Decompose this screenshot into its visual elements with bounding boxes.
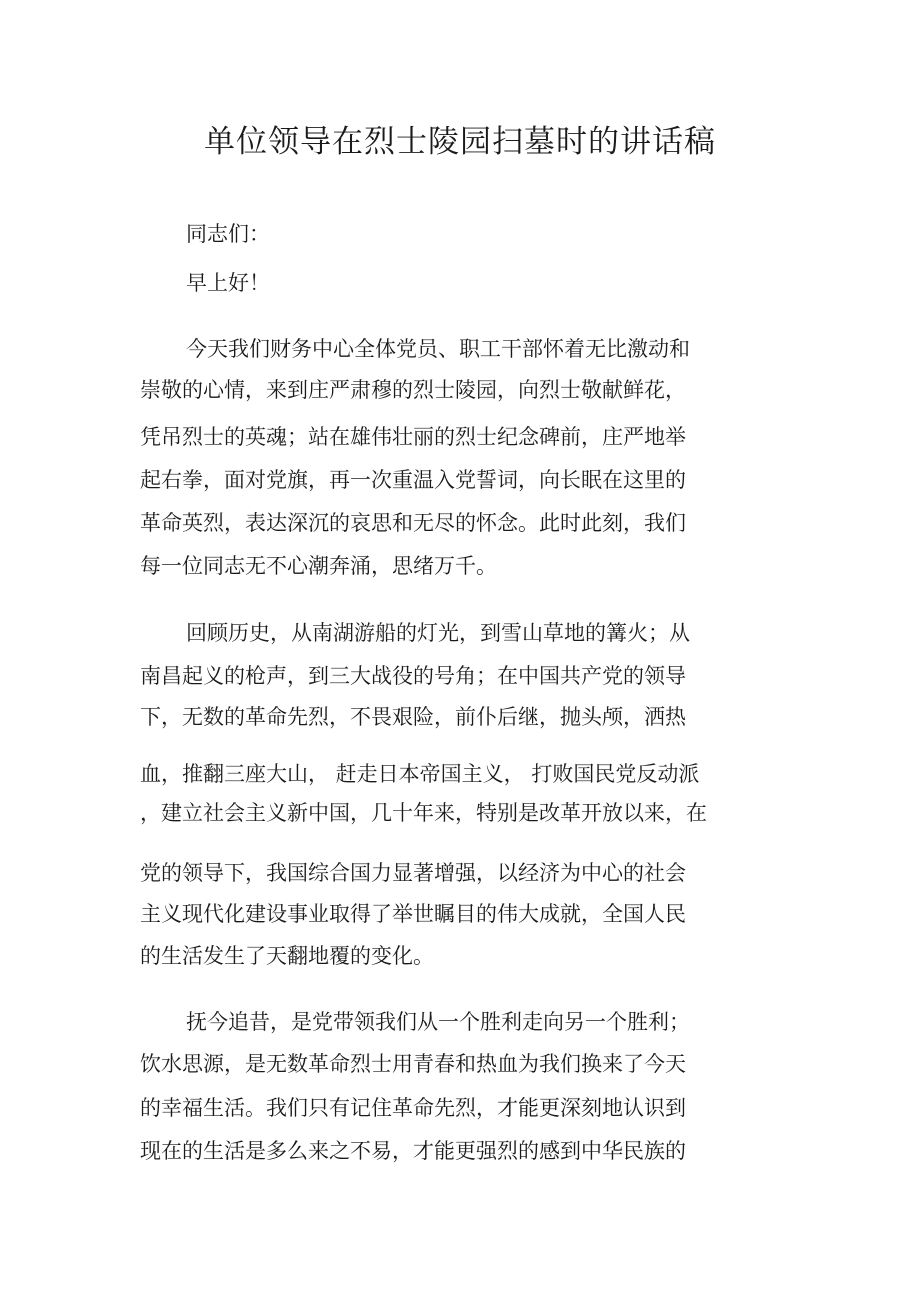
paragraph-line: 抚今追昔，是党带领我们从一个胜利走向另一个胜利；: [186, 1010, 690, 1034]
paragraph-line: 下，无数的革命先烈，不畏艰险，前仆后继，抛头颅，洒热: [140, 705, 686, 729]
paragraph-line: 主义现代化建设事业取得了举世瞩目的伟大成就，全国人民: [140, 902, 686, 926]
paragraph-line: 今天我们财务中心全体党员、职工干部怀着无比激动和: [186, 337, 690, 361]
paragraph-line: 回顾历史，从南湖游船的灯光，到雪山草地的篝火；从: [186, 621, 690, 645]
paragraph-line: 现在的生活是多么来之不易，才能更强烈的感到中华民族的: [140, 1139, 686, 1163]
paragraph-line: 党的领导下，我国综合国力显著增强，以经济为中心的社会: [140, 861, 686, 885]
paragraph-line: 崇敬的心情，来到庄严肃穆的烈士陵园，向烈士敬献鲜花，: [140, 378, 686, 402]
paragraph-line: ，建立社会主义新中国，几十年来，特别是改革开放以来，在: [140, 801, 707, 825]
paragraph-line: 革命英烈，表达深沉的哀思和无尽的怀念。此时此刻，我们: [140, 511, 686, 535]
paragraph-line: 饮水思源，是无数革命烈士用青春和热血为我们换来了今天: [140, 1052, 686, 1076]
paragraph-line: 南昌起义的枪声，到三大战役的号角；在中国共产党的领导: [140, 664, 686, 688]
paragraph-line: 每一位同志无不心潮奔涌，思绪万千。: [140, 554, 497, 578]
salutation: 同志们：: [186, 222, 270, 246]
paragraph-line: 起右拳，面对党旗，再一次重温入党誓词，向长眠在这里的: [140, 468, 686, 492]
paragraph-line: 凭吊烈士的英魂；站在雄伟壮丽的烈士纪念碑前，庄严地举: [140, 425, 686, 449]
greeting: 早上好！: [186, 271, 270, 295]
paragraph-line: 血，推翻三座大山， 赶走日本帝国主义， 打败国民党反动派: [140, 762, 700, 786]
paragraph-line: 的生活发生了天翻地覆的变化。: [140, 944, 434, 968]
document-title: 单位领导在烈士陵园扫墓时的讲话稿: [204, 124, 716, 160]
paragraph-line: 的幸福生活。我们只有记住革命先烈，才能更深刻地认识到: [140, 1096, 686, 1120]
